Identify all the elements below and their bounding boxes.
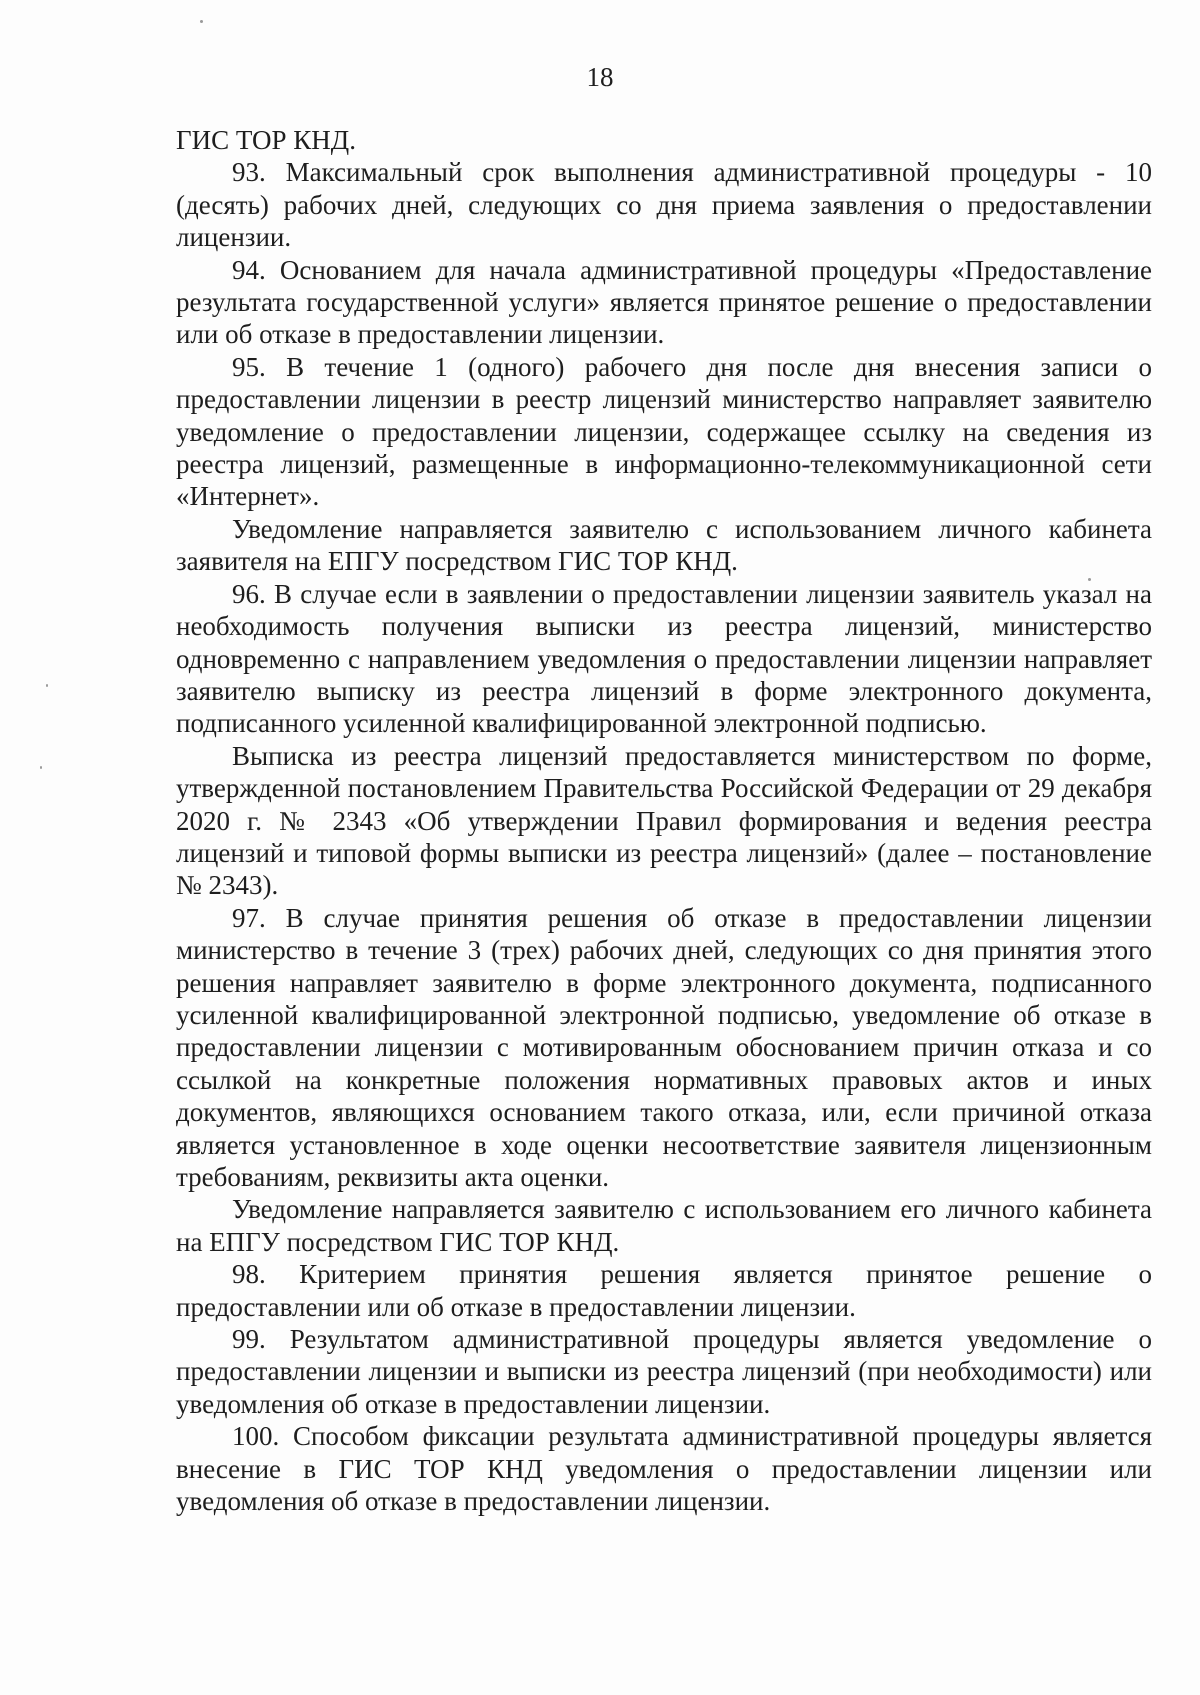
paragraph: 95. В течение 1 (одного) рабочего дня после дня внесения записи о предоставлении лицензии в реестр лицензий министерство направляет заявителю уведомление о предоставлении лицензии, содержащее ссылку на сведения из реестра лицензий, размещенные в информационно-телекоммуникационной сети «Интернет».	[176, 351, 1152, 512]
scan-speck	[200, 20, 203, 23]
page-number: 18	[586, 62, 614, 92]
paragraph: 93. Максимальный срок выполнения административной процедуры - 10 (десять) рабочих дней, следующих со дня приема заявления о предоставлении лицензии.	[176, 157, 1152, 253]
paragraph: 96. В случае если в заявлении о предоставлении лицензии заявитель указал на необходимость получения выписки из реестра лицензий, министерство одновременно с направлением уведомления о предоставлении лицензии направляет заявителю выписку из реестра лицензий в форме электронного документа, подписанного усиленной квалифицированной электронной подписью.	[176, 578, 1152, 739]
scan-speck	[40, 766, 42, 769]
paragraph: Выписка из реестра лицензий предоставляется министерством по форме, утвержденной постановлением Правительства Российской Федерации от 29 декабря 2020 г. № 2343 «Об утверждении Правил формирования и ведения реестра лицензий и типовой формы выписки из реестра лицензий» (далее – постановление № 2343).	[176, 740, 1152, 901]
paragraph: Уведомление направляется заявителю с использованием его личного кабинета на ЕПГУ посредством ГИС ТОР КНД.	[176, 1194, 1152, 1257]
document-body	[176, 124, 1152, 1517]
paragraph: Уведомление направляется заявителю с использованием личного кабинета заявителя на ЕПГУ посредством ГИС ТОР КНД.	[176, 513, 1152, 577]
paragraph: 100. Способом фиксации результата административной процедуры является внесение в ГИС ТОР КНД уведомления о предоставлении лицензии или уведомления об отказе в предоставлении лицензии.	[176, 1421, 1152, 1517]
scan-speck	[46, 684, 48, 687]
paragraph: ГИС ТОР КНД.	[176, 125, 356, 155]
paragraph: 94. Основанием для начала административной процедуры «Предоставление результата государственной услуги» является принятое решение о предоставлении или об отказе в предоставлении лицензии.	[176, 254, 1152, 350]
paragraph: 97. В случае принятия решения об отказе в предоставлении лицензии министерство в течение 3 (трех) рабочих дней, следующих со дня принятия этого решения направляет заявителю в форме электронного документа, подписанного усиленной квалифицированной электронной подписью, уведомление об отказе в предоставлении лицензии с мотивированным обоснованием причин отказа и со ссылкой на конкретные положения нормативных правовых актов и иных документов, являющихся основанием такого отказа, или, если причиной отказа является установленное в ходе оценки несоответствие заявителя лицензионным требованиям, реквизиты акта оценки.	[176, 902, 1152, 1192]
paragraph: 98. Критерием принятия решения является принятое решение о предоставлении или об отказе в предоставлении лицензии.	[176, 1259, 1152, 1322]
paragraph: 99. Результатом административной процедуры является уведомление о предоставлении лицензии и выписки из реестра лицензий (при необходимости) или уведомления об отказе в предоставлении лицензии.	[176, 1324, 1152, 1419]
